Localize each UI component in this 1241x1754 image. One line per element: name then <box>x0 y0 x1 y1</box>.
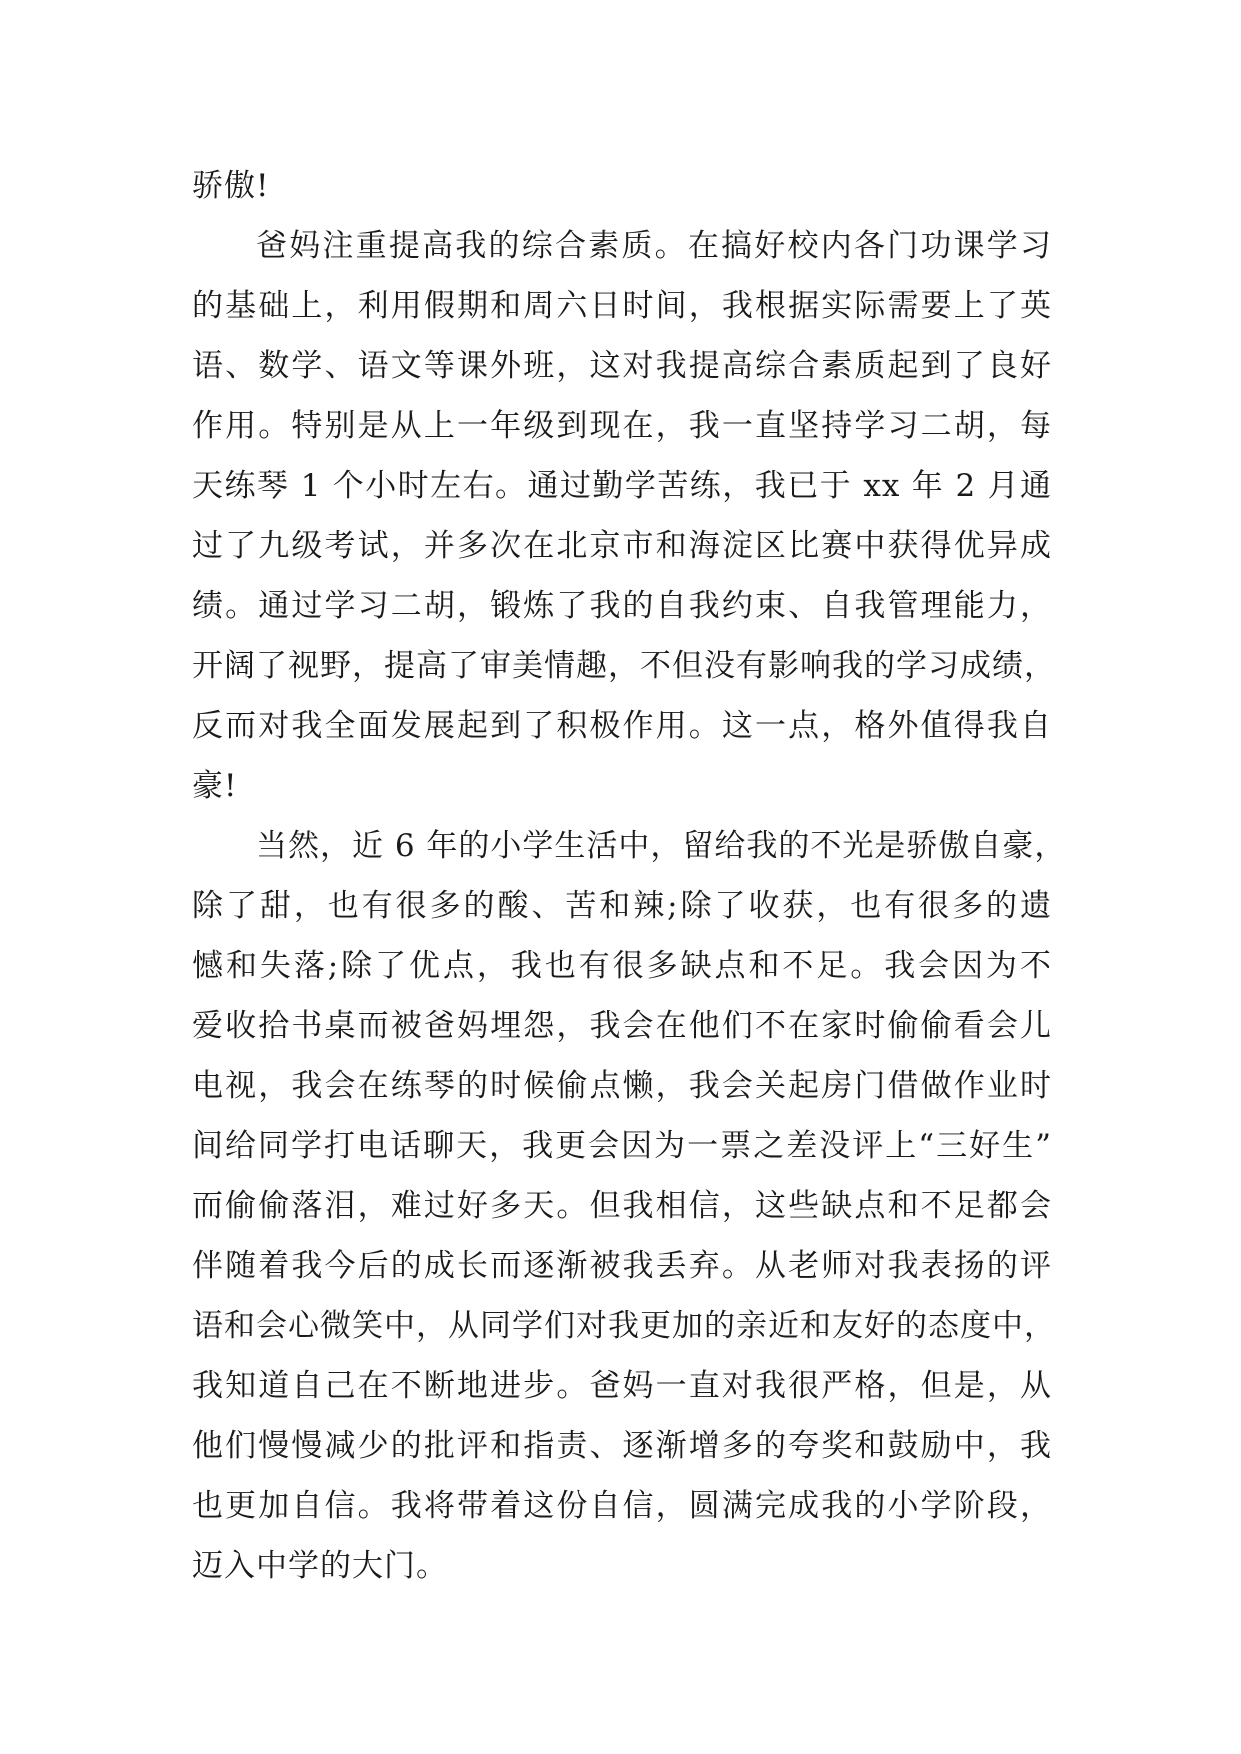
text-line: 我知道自己在不断地进步。爸妈一直对我很严格，但是，从 <box>192 1368 1052 1404</box>
text-line: 骄傲! <box>192 168 270 204</box>
text-line: 语、数学、语文等课外班，这对我提高综合素质起到了良好 <box>192 348 1052 384</box>
text-line: 除了甜，也有很多的酸、苦和辣;除了收获，也有很多的遗 <box>192 888 1052 924</box>
text-line: 也更加自信。我将带着这份自信，圆满完成我的小学阶段， <box>192 1488 1052 1524</box>
text-line: 豪! <box>192 768 238 804</box>
text-line: 他们慢慢减少的批评和指责、逐渐增多的夸奖和鼓励中，我 <box>192 1428 1052 1464</box>
text-line: 迈入中学的大门。 <box>192 1548 448 1584</box>
text-line: 憾和失落;除了优点，我也有很多缺点和不足。我会因为不 <box>192 948 1052 984</box>
text-line: 间给同学打电话聊天，我更会因为一票之差没评上“三好生” <box>192 1128 1052 1164</box>
text-line: 开阔了视野，提高了审美情趣，不但没有影响我的学习成绩， <box>192 648 1056 684</box>
document-body <box>192 156 1067 1596</box>
text-line: 爱收拾书桌而被爸妈埋怨，我会在他们不在家时偷偷看会儿 <box>192 1008 1052 1044</box>
text-line: 绩。通过学习二胡，锻炼了我的自我约束、自我管理能力， <box>192 588 1052 624</box>
text-line: 作用。特别是从上一年级到现在，我一直坚持学习二胡，每 <box>192 408 1052 444</box>
text-line: 的基础上，利用假期和周六日时间，我根据实际需要上了英 <box>192 288 1052 324</box>
text-line: 而偷偷落泪，难过好多天。但我相信，这些缺点和不足都会 <box>192 1188 1052 1224</box>
text-line: 当然，近 6 年的小学生活中，留给我的不光是骄傲自豪， <box>256 828 1067 864</box>
text-line: 伴随着我今后的成长而逐渐被我丢弃。从老师对我表扬的评 <box>192 1248 1052 1284</box>
text-line: 过了九级考试，并多次在北京市和海淀区比赛中获得优异成 <box>192 528 1052 564</box>
text-line: 反而对我全面发展起到了积极作用。这一点，格外值得我自 <box>192 708 1052 744</box>
text-line: 天练琴 1 个小时左右。通过勤学苦练，我已于 xx 年 2 月通 <box>192 468 1052 504</box>
text-line: 语和会心微笑中，从同学们对我更加的亲近和友好的态度中， <box>192 1308 1056 1344</box>
text-line: 电视，我会在练琴的时候偷点懒，我会关起房门借做作业时 <box>192 1068 1052 1104</box>
text-line: 爸妈注重提高我的综合素质。在搞好校内各门功课学习 <box>256 228 1052 264</box>
